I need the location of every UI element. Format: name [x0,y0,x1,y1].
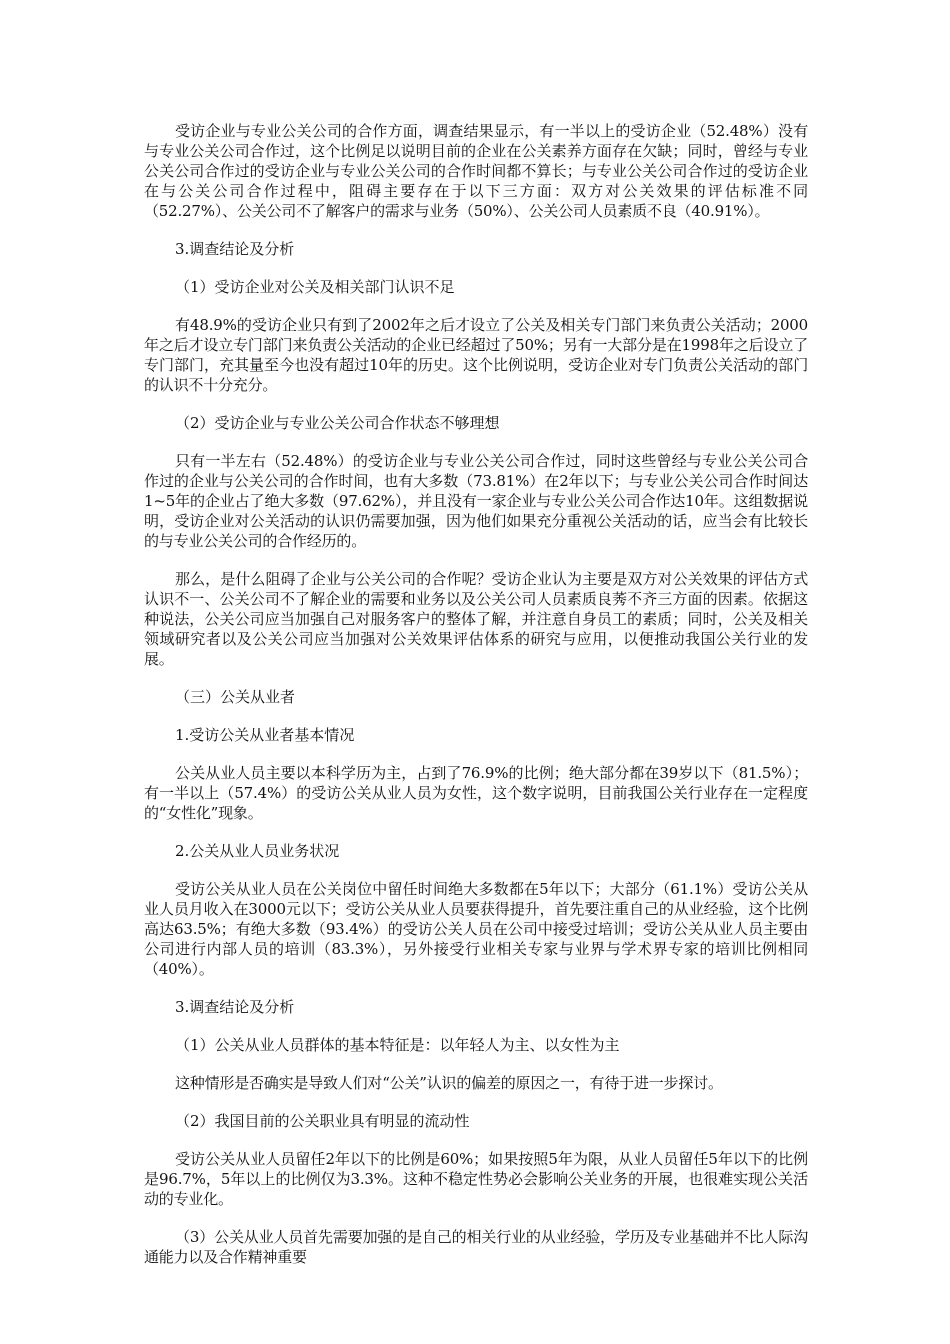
heading-conclusion-analysis-2: 3.调查结论及分析 [175,998,295,1016]
heading-subsection-2: （2）受访企业与专业公关公司合作状态不够理想 [175,414,500,432]
heading-conclusion-analysis: 3.调查结论及分析 [175,240,295,258]
heading-subsection-1: （1）受访企业对公关及相关部门认识不足 [175,278,455,296]
paragraph-practitioner-feature: 这种情形是否确实是导致人们对“公关”认识的偏差的原因之一，有待于进一步探讨。 [175,1074,723,1092]
paragraph-obstacles: 那么，是什么阻碍了企业与公关公司的合作呢？受访企业认为主要是双方对公关效果的评估方式认识不一、公关公司不了解企业的需要和业务以及公关公司人员素质良莠不齐三方面的因素。依据这种说法，公关公司应当加强自己对服务客户的整体了解，并注意自身员工的素质；同时，公关及相关领域研究者以及公关公司应当加强对公关效果评估体系的研究与应用，以便推动我国公关行业的发展。 [144,570,808,668]
paragraph-cooperation-status: 只有一半左右（52.48%）的受访企业与专业公关公司合作过，同时这些曾经与专业公关公司合作过的企业与公关公司的合作时间，也有大多数（73.81%）在2年以下；与专业公关公司合作时间达1~5年的企业占了绝大多数（97.62%），并且没有一家企业与专业公关公司合作达10年。这组数据说明，受访企业对公关活动的认识仍需要加强，因为他们如果充分重视公关活动的话，应当会有比较长的与专业公关公司的合作经历的。 [144,452,808,550]
paragraph-department-setup: 有48.9%的受访企业只有到了2002年之后才设立了公关及相关专门部门来负责公关活动；2000年之后才设立专门部门来负责公关活动的企业已经超过了50%；另有一大部分是在1998年之后设立了专门部门，充其量至今也没有超过10年的历史。这个比例说明，受访企业对专门负责公关活动的部门的认识不十分充分。 [144,316,808,394]
paragraph-pr-cooperation: 受访企业与专业公关公司的合作方面，调查结果显示，有一半以上的受访企业（52.48%）没有与专业公关公司合作过，这个比例足以说明目前的企业在公关素养方面存在欠缺；同时，曾经与专业公关公司合作过的受访企业与专业公关公司的合作时间都不算长；与专业公关公司合作过的受访企业在与公关公司合作过程中，阻碍主要存在于以下三方面：双方对公关效果的评估标准不同（52.27%）、公关公司不了解客户的需求与业务（50%）、公关公司人员素质不良（40.91%）。 [144,122,808,220]
heading-section-practitioners: （三）公关从业者 [175,688,296,706]
paragraph-experience: （3）公关从业人员首先需要加强的是自己的相关行业的从业经验，学历及专业基础并不比人际沟通能力以及合作精神重要 [144,1228,808,1266]
heading-business-status: 2.公关从业人员业务状况 [175,842,340,860]
paragraph-basic-info: 公关从业人员主要以本科学历为主，占到了76.9%的比例；绝大部分都在39岁以下（81.5%）；有一半以上（57.4%）的受访公关从业人员为女性，这个数字说明，目前我国公关行业存在一定程度的“女性化”现象。 [144,764,808,822]
heading-practitioner-feature: （1）公关从业人员群体的基本特征是：以年轻人为主、以女性为主 [175,1036,620,1054]
document-body [144,121,808,1285]
paragraph-mobility: 受访公关从业人员留任2年以下的比例是60%；如果按照5年为限，从业人员留任5年以下的比例是96.7%，5年以上的比例仅为3.3%。这种不稳定性势必会影响公关业务的开展，也很难实现公关活动的专业化。 [144,1150,808,1208]
paragraph-business-status: 受访公关从业人员在公关岗位中留任时间绝大多数都在5年以下；大部分（61.1%）受访公关从业人员月收入在3000元以下；受访公关从业人员要获得提升，首先要注重自己的从业经验，这个比例高达63.5%；有绝大多数（93.4%）的受访公关人员在公司中接受过培训；受访公关从业人员主要由公司进行内部人员的培训（83.3%），另外接受行业相关专家与业界与学术界专家的培训比例相同（40%）。 [144,880,808,978]
heading-basic-info: 1.受访公关从业者基本情况 [175,726,355,744]
heading-mobility: （2）我国目前的公关职业具有明显的流动性 [175,1112,470,1130]
